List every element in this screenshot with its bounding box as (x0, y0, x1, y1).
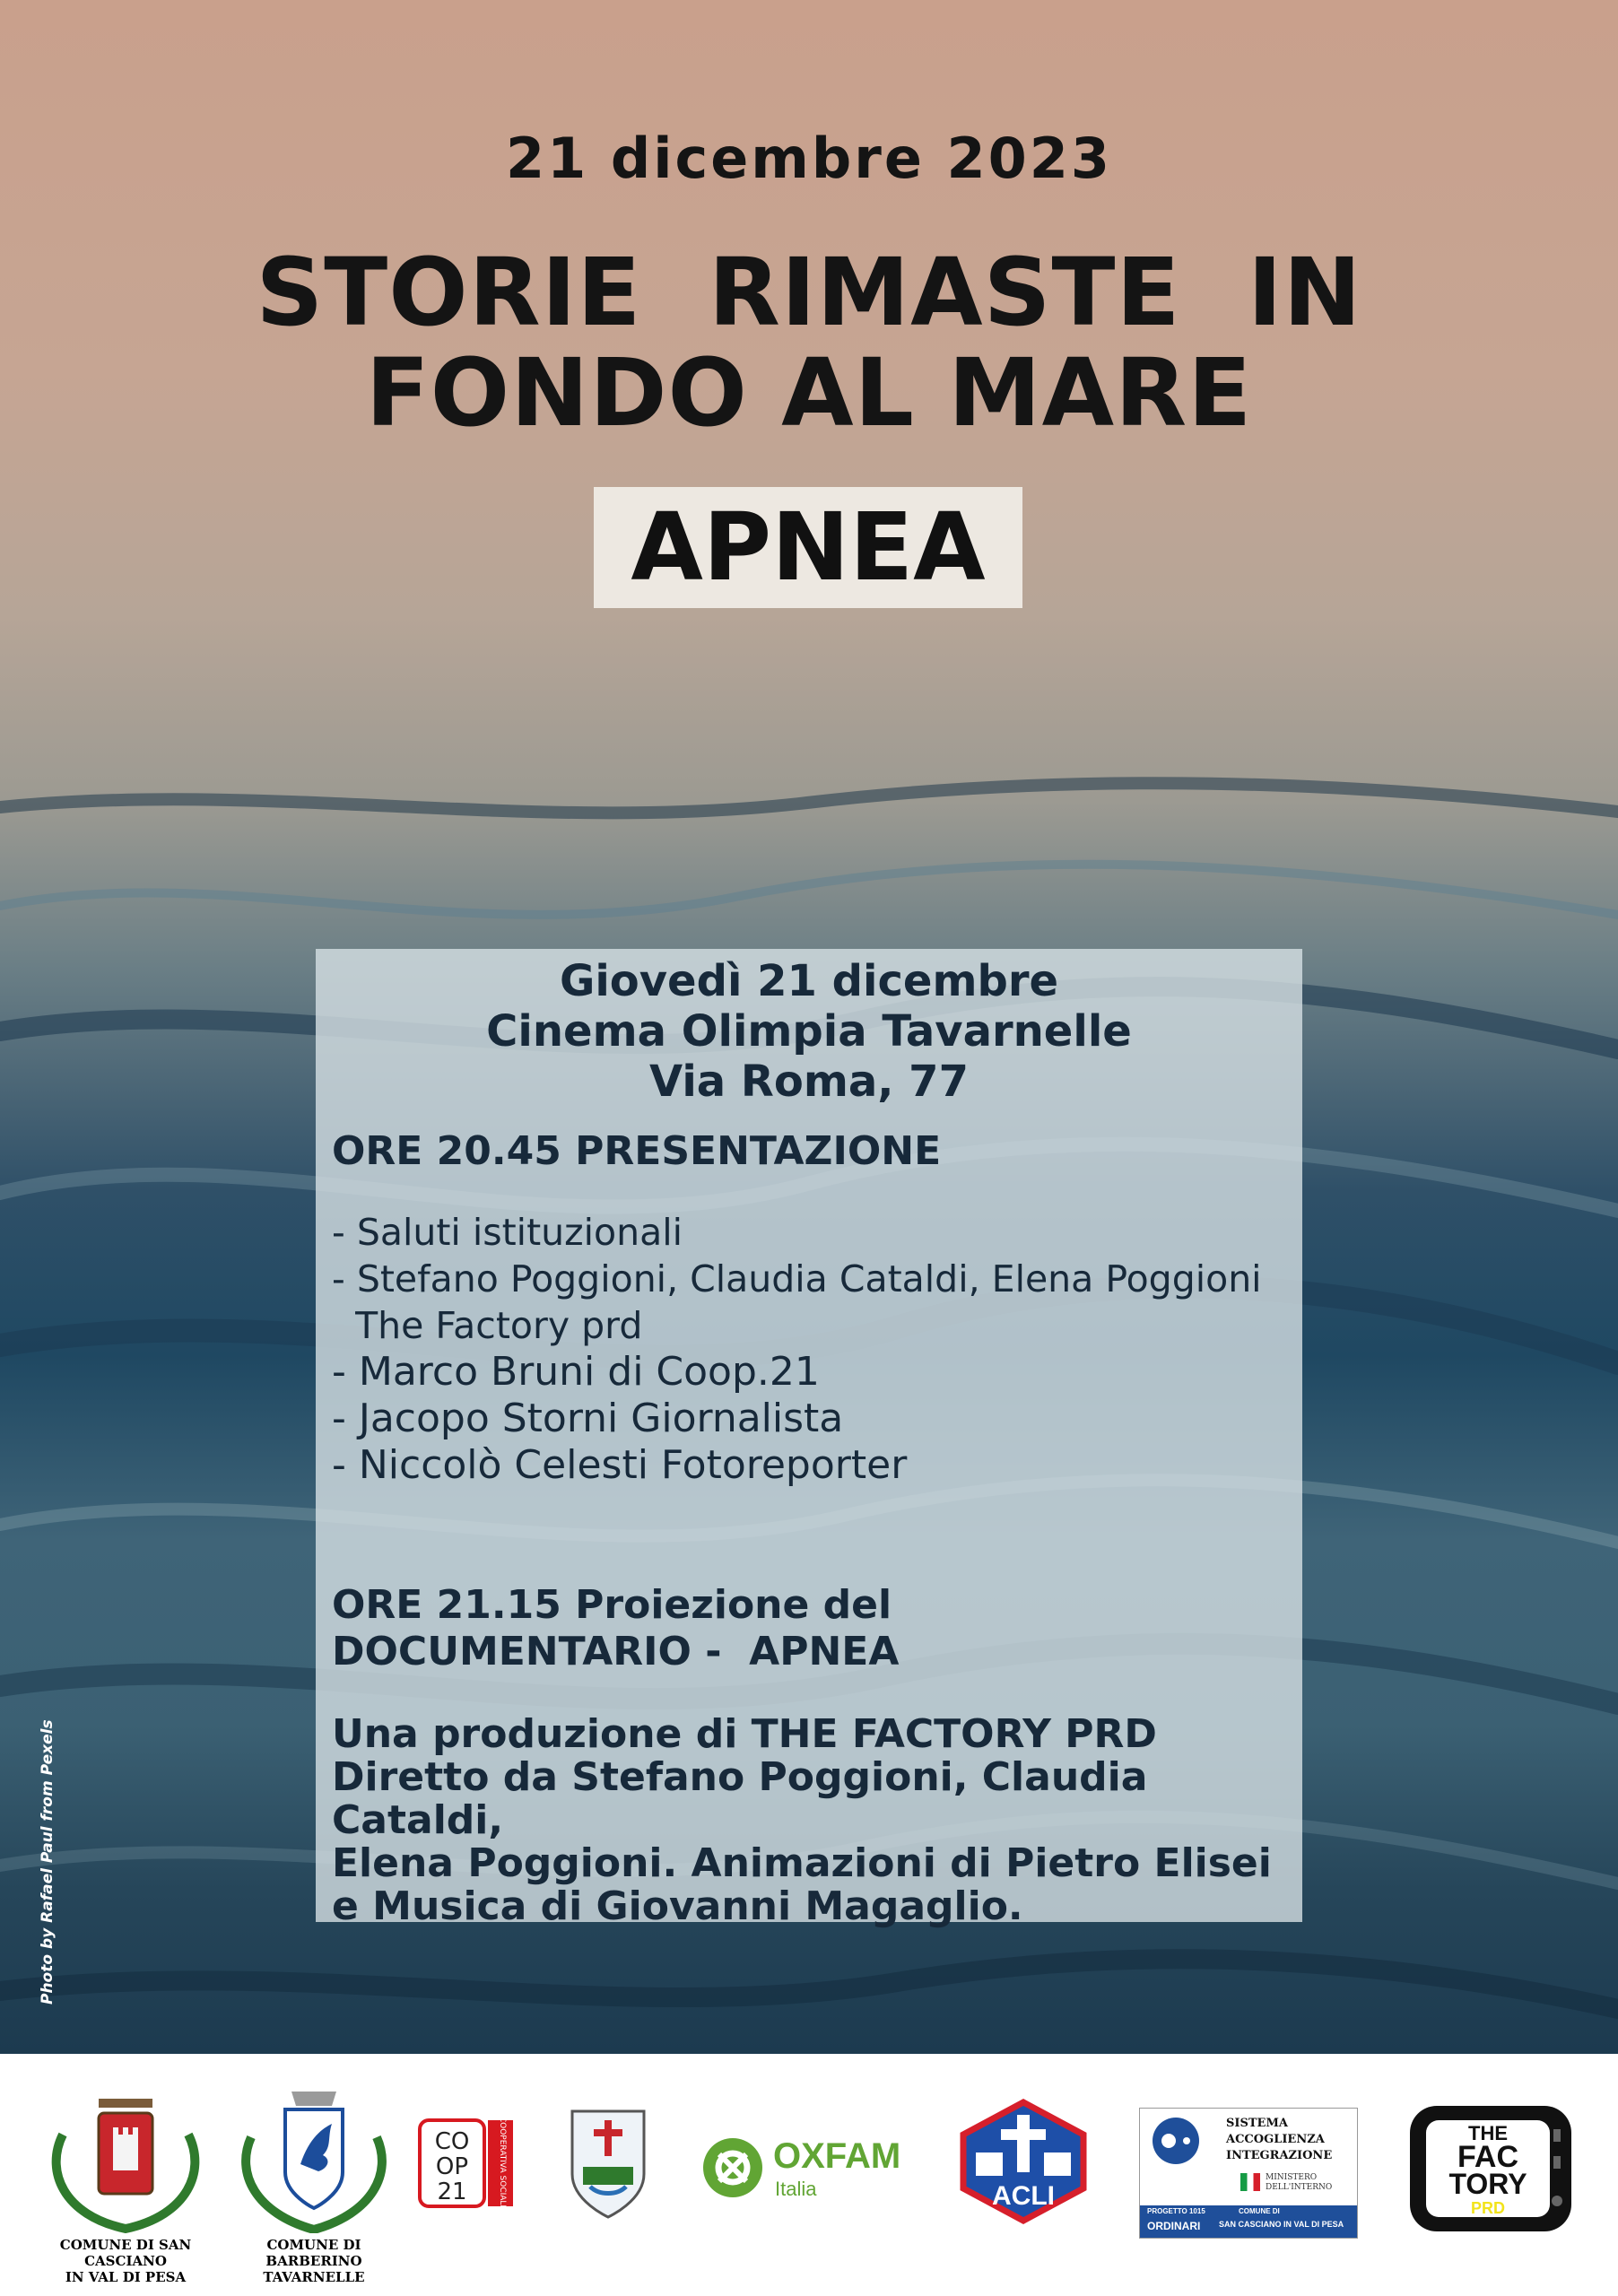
san-casciano-caption: COMUNE DI SAN CASCIANO IN VAL DI PESA (59, 2237, 192, 2285)
oxfam-name: OXFAM (773, 2136, 901, 2176)
apnea-label: APNEA (631, 492, 986, 602)
barberino-caption: COMUNE DI BARBERINO TAVARNELLE (263, 2237, 365, 2285)
svg-text:21: 21 (437, 2179, 467, 2205)
speaker-item: The Factory prd (332, 1304, 643, 1347)
logo-san-casciano (36, 2081, 215, 2287)
svg-text:ACLI: ACLI (992, 2181, 1055, 2211)
speaker-item: - Niccolò Celesti Fotoreporter (332, 1442, 908, 1488)
oxfam-country: Italia (775, 2178, 817, 2200)
speaker-item: - Saluti istituzionali (332, 1211, 683, 1254)
production-line: Diretto da Stefano Poggioni, Claudia Cataldi, (332, 1754, 1148, 1843)
the-factory-tv-icon (1406, 2102, 1586, 2237)
sai-title: SISTEMA ACCOGLIENZA INTEGRAZIONE (1226, 2117, 1333, 2162)
projection-line-1: ORE 21.15 Proiezione del (332, 1582, 892, 1628)
sai-footer-bar: PROGETTO 1015 ORDINARI COMUNE DI SAN CASCIANO IN VAL DI PESA (1140, 2205, 1357, 2238)
event-info-panel (316, 949, 1302, 1929)
svg-text:FAC: FAC (1457, 2140, 1518, 2174)
logo-parish-crest (563, 2104, 653, 2221)
logo-the-factory (1406, 2102, 1586, 2237)
italy-flag-icon (1240, 2173, 1260, 2191)
event-day: Giovedì 21 dicembre (559, 956, 1059, 1006)
svg-text:THE: THE (1468, 2122, 1508, 2144)
acli-icon (956, 2099, 1091, 2224)
sponsor-logos-bar (0, 2054, 1618, 2296)
logo-oxfam (701, 2133, 908, 2205)
logo-acli (956, 2099, 1091, 2224)
production-line: e Musica di Giovanni Magaglio. (332, 1883, 1023, 1929)
svg-text:TORY: TORY (1448, 2168, 1527, 2200)
projection-line-2: DOCUMENTARIO - APNEA (332, 1629, 900, 1674)
logo-barberino (224, 2079, 404, 2287)
production-line: Elena Poggioni. Animazioni di Pietro Elisei (332, 1840, 1272, 1886)
svg-text:COOPERATIVA SOCIALE: COOPERATIVA SOCIALE (498, 2118, 507, 2208)
oxfam-icon (701, 2136, 764, 2199)
coop21-icon (418, 2118, 517, 2208)
apnea-label-box (594, 487, 1022, 608)
speaker-item: - Jacopo Storni Giornalista (332, 1396, 844, 1441)
logo-sai (1139, 2108, 1358, 2239)
svg-text:CO: CO (434, 2128, 470, 2155)
barberino-crest-icon (224, 2079, 404, 2233)
production-line: Una produzione di THE FACTORY PRD (332, 1711, 1157, 1757)
speaker-item: - Marco Bruni di Coop.21 (332, 1349, 820, 1395)
speaker-item: - Stefano Poggioni, Claudia Cataldi, Elena Poggioni (332, 1257, 1262, 1300)
sai-icon (1151, 2116, 1201, 2166)
parish-crest-icon (563, 2104, 653, 2221)
event-venue: Cinema Olimpia Tavarnelle (486, 1006, 1132, 1057)
san-casciano-crest-icon (36, 2081, 215, 2233)
photo-credit: Photo by Rafael Paul from Pexels (39, 1719, 57, 2005)
title-line-2: FONDO AL MARE (365, 338, 1253, 448)
sai-ministry: MINISTERO DELL'INTERNO (1266, 2173, 1333, 2192)
event-date: 21 dicembre 2023 (505, 126, 1113, 191)
logo-coop21 (418, 2118, 517, 2208)
event-address: Via Roma, 77 (649, 1057, 969, 1107)
svg-text:PRD: PRD (1470, 2199, 1506, 2217)
svg-text:OP: OP (435, 2153, 469, 2180)
presentation-heading: ORE 20.45 PRESENTAZIONE (332, 1128, 942, 1174)
title-line-1: STORIE RIMASTE IN (256, 238, 1362, 347)
